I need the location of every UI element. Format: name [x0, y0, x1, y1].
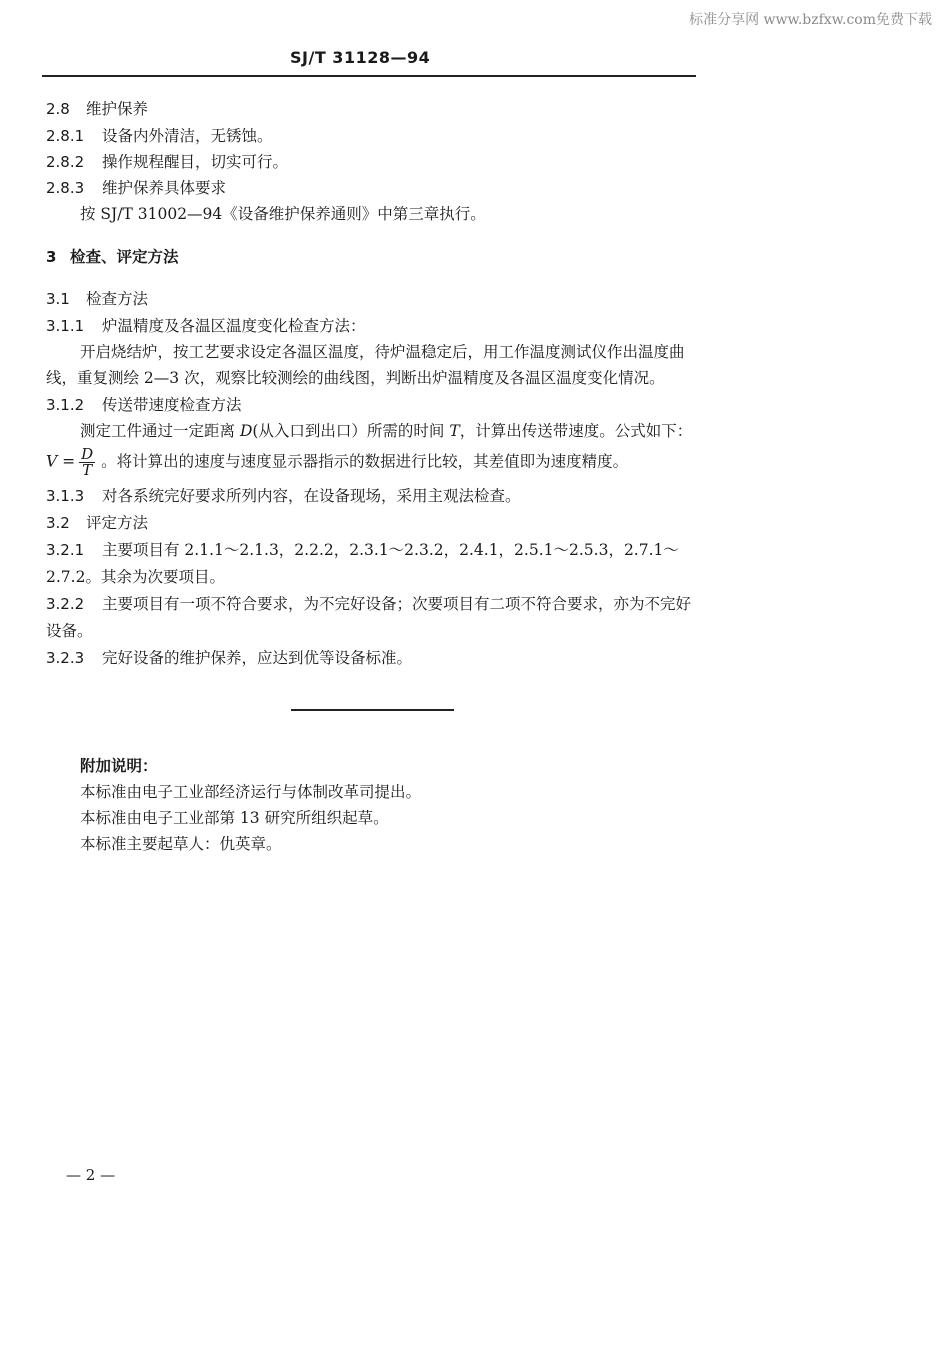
clause-number: 2.8.2 [46, 153, 85, 171]
clause-3-1-1-body-2: 线，重复测绘 2—3 次，观察比较测绘的曲线图，判断出炉温精度及各温区温度变化情况。 [46, 369, 665, 387]
clause-number: 3.1.2 [46, 396, 85, 414]
clause-text: 操作规程醒目，切实可行。 [102, 153, 289, 171]
formula-lhs: V = [46, 452, 76, 471]
clause-3-2-2 [46, 593, 691, 615]
appendix-line-2: 本标准由电子工业部第 13 研究所组织起草。 [80, 809, 389, 827]
clause-3-1-2-formula-line [46, 447, 628, 478]
clause-text: 对各系统完好要求所列内容，在设备现场，采用主观法检查。 [102, 487, 521, 505]
clause-text: 主要项目有 2.1.1～2.1.3，2.2.2，2.3.1～2.3.2，2.4.1，2.5.1～2.5.3，2.7.1～ [102, 541, 679, 559]
end-of-text-rule [291, 709, 454, 711]
clause-2-8-3-body: 按 SJ/T 31002—94《设备维护保养通则》中第三章执行。 [80, 205, 486, 223]
clause-3-1-1-body-1: 开启烧结炉，按工艺要求设定各温区温度，待炉温稳定后，用工作温度测试仪作出温度曲 [80, 343, 685, 361]
clause-3-1-3 [46, 485, 521, 507]
section-3-2 [46, 512, 148, 534]
clause-3-2-1 [46, 539, 679, 561]
clause-3-1-2 [46, 394, 242, 416]
section-number: 2.8 [46, 100, 70, 118]
body-text: ，计算出传送带速度。公式如下： [459, 422, 693, 440]
formula-denominator: T [82, 461, 93, 479]
clause-3-2-3 [46, 647, 412, 669]
formula-numerator: D [81, 445, 94, 463]
formula-fraction [79, 447, 95, 478]
clause-number: 3.1.3 [46, 487, 85, 505]
header-rule [42, 75, 696, 77]
clause-number: 3.2.2 [46, 595, 85, 613]
section-2-8 [46, 98, 148, 120]
watermark: 标准分享网 www.bzfxw.com免费下载 [689, 12, 932, 28]
chapter-heading: 检查、评定方法 [70, 247, 179, 266]
clause-3-2-1-cont: 2.7.2。其余为次要项目。 [46, 568, 225, 586]
clause-3-1-1 [46, 315, 366, 337]
clause-2-8-1 [46, 125, 273, 147]
body-text: 。将计算出的速度与速度显示器指示的数据进行比较，其差值即为速度精度。 [101, 452, 629, 471]
appendix-line-1: 本标准由电子工业部经济运行与体制改革司提出。 [80, 783, 422, 801]
section-heading: 评定方法 [86, 514, 149, 532]
clause-2-8-3 [46, 177, 226, 199]
clause-text: 维护保养具体要求 [102, 179, 227, 197]
appendix-line-3: 本标准主要起草人：仇英章。 [80, 835, 282, 853]
variable-t: T [449, 422, 460, 440]
section-heading: 检查方法 [86, 290, 149, 308]
clause-2-8-2 [46, 151, 288, 173]
chapter-3 [46, 246, 179, 268]
standard-number-header: SJ/T 31128—94 [290, 48, 431, 67]
clause-number: 3.2.3 [46, 649, 85, 667]
clause-number: 2.8.3 [46, 179, 85, 197]
clause-text: 炉温精度及各温区温度变化检查方法： [102, 317, 366, 335]
clause-3-1-2-body-1 [80, 420, 692, 442]
clause-number: 2.8.1 [46, 127, 85, 145]
body-text: (从入口到出口）所需的时间 [252, 422, 450, 440]
clause-text: 主要项目有一项不符合要求，为不完好设备；次要项目有二项不符合要求，亦为不完好 [102, 595, 692, 613]
clause-text: 传送带速度检查方法 [102, 396, 242, 414]
appendix-title: 附加说明： [80, 756, 158, 775]
clause-number: 3.1.1 [46, 317, 85, 335]
section-3-1 [46, 288, 148, 310]
section-number: 3.1 [46, 290, 70, 308]
clause-text: 设备内外清洁，无锈蚀。 [102, 127, 273, 145]
clause-text: 完好设备的维护保养，应达到优等设备标准。 [102, 649, 413, 667]
variable-d: D [239, 422, 253, 440]
chapter-number: 3 [46, 248, 57, 266]
clause-number: 3.2.1 [46, 541, 85, 559]
section-heading: 维护保养 [86, 100, 149, 118]
page-number: — 2 — [66, 1166, 116, 1184]
clause-3-2-2-cont: 设备。 [46, 622, 93, 640]
section-number: 3.2 [46, 514, 70, 532]
body-text: 测定工件通过一定距离 [80, 422, 240, 440]
